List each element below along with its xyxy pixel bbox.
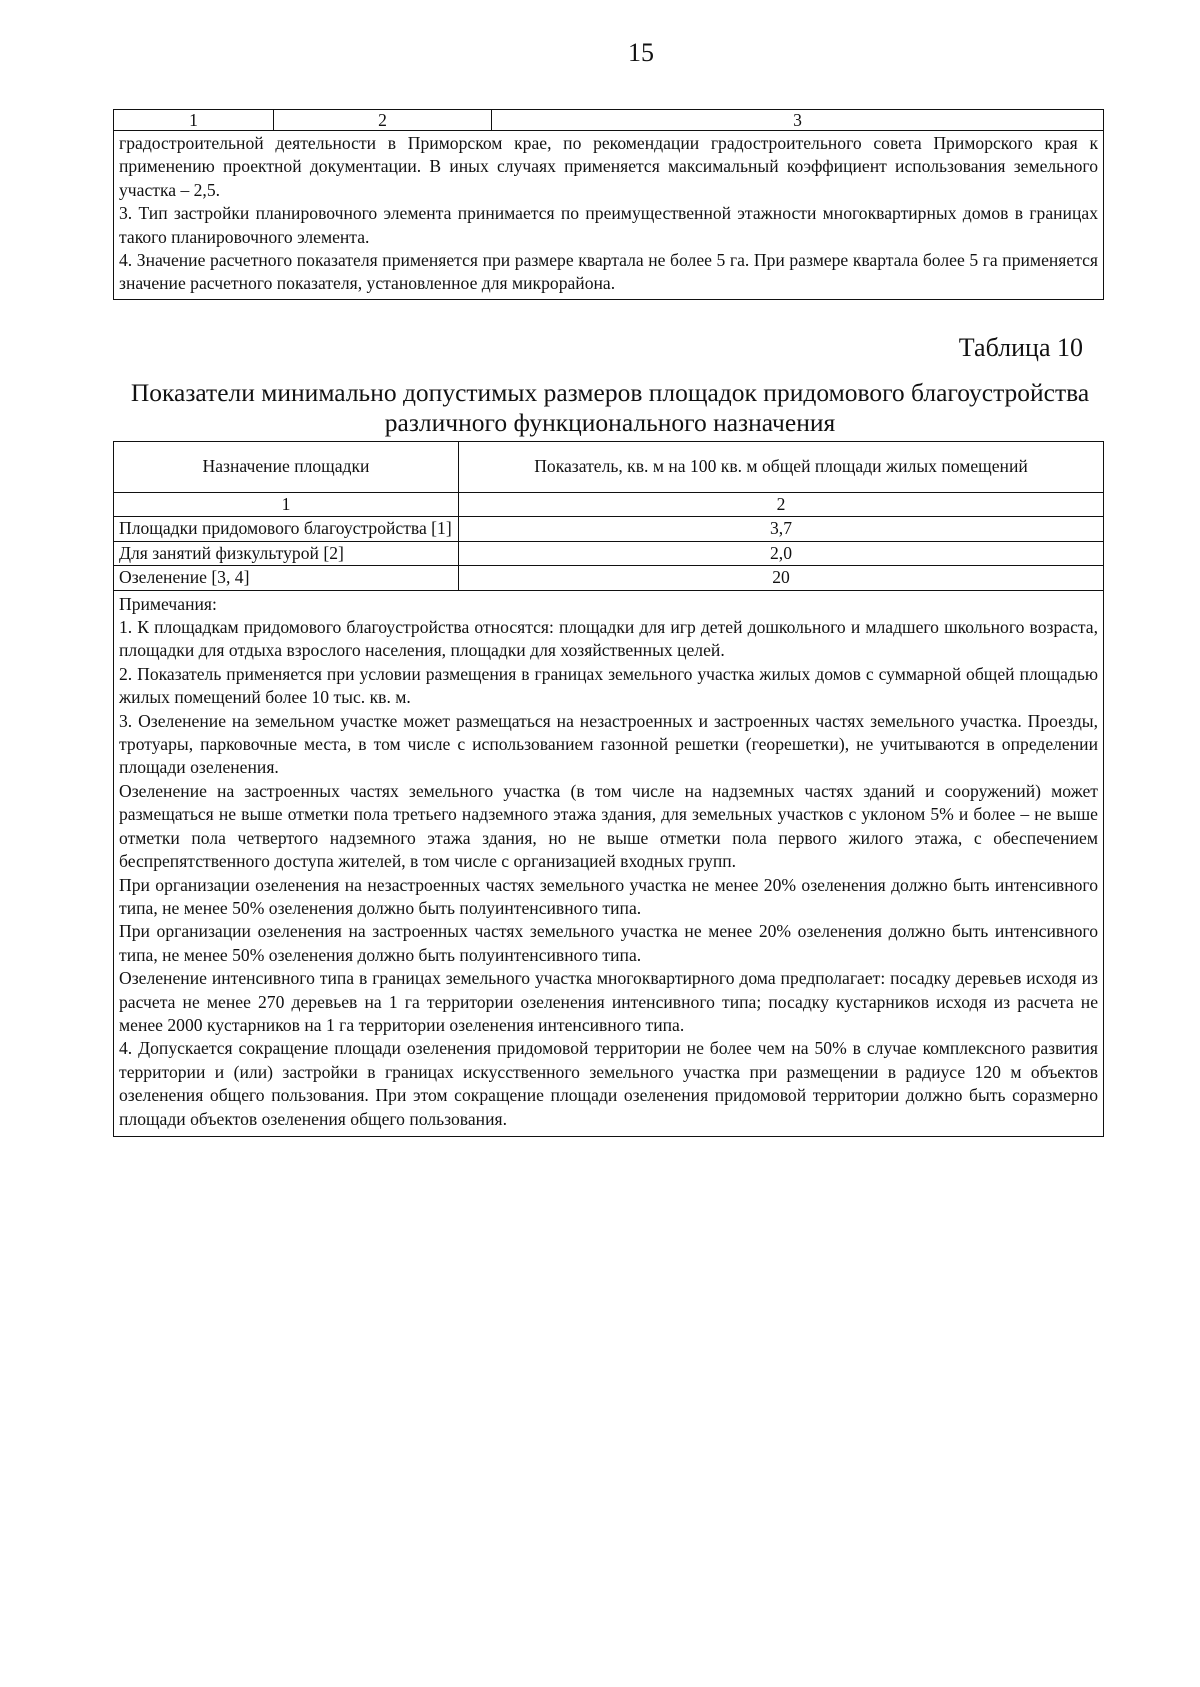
continuation-row xyxy=(114,131,1104,300)
table-title: Показатели минимально допустимых размеров площадок придомового благоустройства различного функционального назначения xyxy=(130,378,1090,437)
note-paragraph: 3. Озеленение на земельном участке может размещаться на незастроенных и застроенных частях земельного участка. Проезды, тротуары, парковочные места, в том числе с использованием газонной решетки (георешетки), не учитываются в определении площади озеленения. xyxy=(119,710,1098,778)
column-number-2: 2 xyxy=(274,110,492,131)
column-number-1: 1 xyxy=(114,110,274,131)
note-paragraph: Озеленение на застроенных частях земельного участка (в том числе на надземных частях зданий и сооружений) может размещаться не выше отметки пола третьего надземного этажа здания, для земельных участков с уклоном 5% и более – не выше отметки пола четвертого надземного этажа здания, но не выше отметки пола первого жилого этажа, с обеспечением беспрепятственного доступа жителей, в том числе с организацией входных групп. xyxy=(119,780,1098,872)
table-10 xyxy=(113,441,1104,1137)
note-paragraph: 1. К площадкам придомового благоустройства относятся: площадки для игр детей дошкольного и младшего школьного возраста, площадки для отдыха взрослого населения, площадки для хозяйственных целей. xyxy=(119,617,1098,661)
note-paragraph: 2. Показатель применяется при условии размещения в границах земельного участка жилых домов с суммарной общей площадью жилых помещений более 10 тыс. кв. м. xyxy=(119,663,1098,708)
row-name: Озеленение [3, 4] xyxy=(114,566,459,590)
notes-cell xyxy=(114,590,1104,1136)
row-name: Для занятий физкультурой [2] xyxy=(114,541,459,565)
column-number-1: 1 xyxy=(114,493,459,517)
note-paragraph: При организации озеленения на незастроенных частях земельного участка не менее 20% озеленения должно быть интенсивного типа, не менее 50% озеленения должно быть полуинтенсивного типа. xyxy=(119,874,1098,918)
column-number-3: 3 xyxy=(492,110,1104,131)
page-number: 15 xyxy=(628,38,654,67)
notes-row xyxy=(114,590,1104,1136)
header-purpose: Назначение площадки xyxy=(114,442,459,493)
table-row xyxy=(114,541,1104,565)
column-number-row xyxy=(114,110,1104,131)
continuation-cell xyxy=(114,131,1104,300)
table-header-row xyxy=(114,442,1104,493)
column-number-row xyxy=(114,493,1104,517)
row-value: 2,0 xyxy=(459,541,1104,565)
continuation-table xyxy=(113,109,1104,300)
continuation-paragraph: 4. Значение расчетного показателя применяется при размере квартала не более 5 га. При размере квартала более 5 га применяется значение расчетного показателя, установленное для микрорайона. xyxy=(119,250,1098,294)
table-row xyxy=(114,517,1104,541)
header-indicator: Показатель, кв. м на 100 кв. м общей площади жилых помещений xyxy=(459,442,1104,493)
row-value: 3,7 xyxy=(459,517,1104,541)
note-paragraph: При организации озеленения на застроенных частях земельного участка не менее 20% озеленения должно быть интенсивного типа, не менее 50% озеленения должно быть полуинтенсивного типа. xyxy=(119,921,1098,965)
column-number-2: 2 xyxy=(459,493,1104,517)
note-paragraph: 4. Допускается сокращение площади озеленения придомовой территории не более чем на 50% в случае комплексного развития территории и (или) застройки в границах искусственного земельного участка при размещении в радиусе 120 м объектов озеленения общего пользования. При этом сокращение площади озеленения придомовой территории должно быть соразмерно площади объектов озеленения общего пользования. xyxy=(119,1038,1098,1129)
table-label: Таблица 10 xyxy=(958,333,1083,362)
continuation-paragraph: 3. Тип застройки планировочного элемента принимается по преимущественной этажности многоквартирных домов в границах такого планировочного элемента. xyxy=(119,203,1098,247)
row-value: 20 xyxy=(459,566,1104,590)
continuation-paragraph: градостроительной деятельности в Приморском крае, по рекомендации градостроительного совета Приморского края к применению проектной документации. В иных случаях применяется максимальный коэффициент использования земельного участка – 2,5. xyxy=(119,133,1098,200)
table-row xyxy=(114,566,1104,590)
notes-heading: Примечания: xyxy=(119,593,217,614)
row-name: Площадки придомового благоустройства [1] xyxy=(114,517,459,541)
note-paragraph: Озеленение интенсивного типа в границах земельного участка многоквартирного дома предполагает: посадку деревьев исходя из расчета не менее 270 деревьев на 1 га территории озеленения интенсивного типа; посадку кустарников исходя из расчета не менее 2000 кустарников на 1 га территории озеленения интенсивного типа. xyxy=(119,968,1098,1035)
